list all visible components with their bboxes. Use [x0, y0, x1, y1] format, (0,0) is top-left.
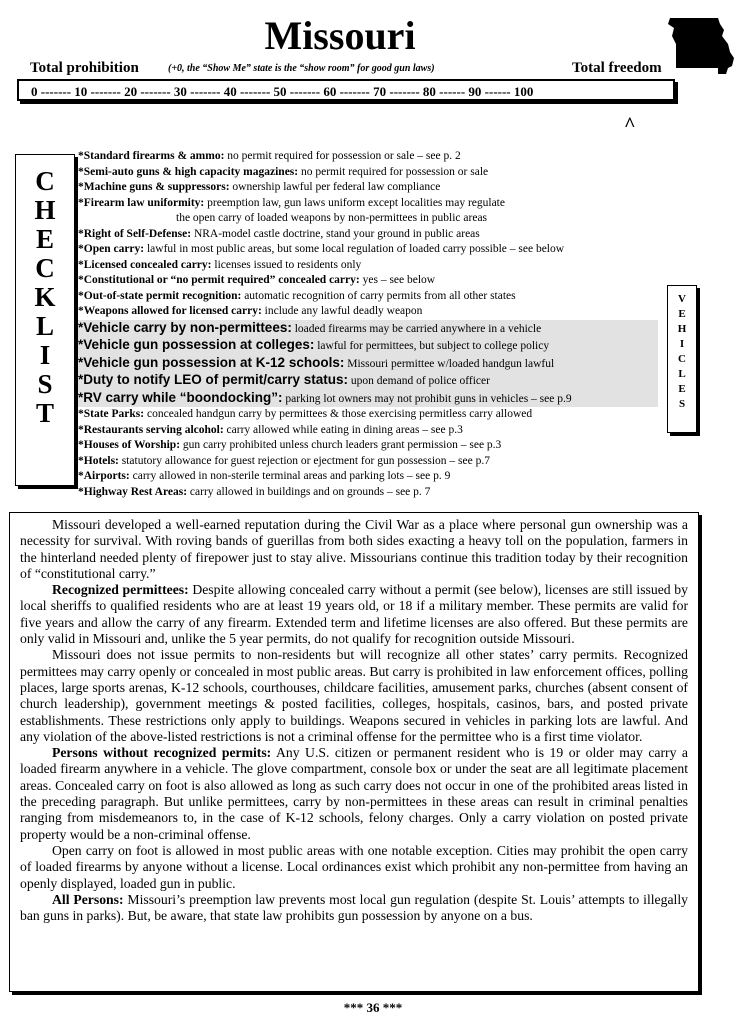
checklist-item: [78, 273, 658, 289]
checklist-item: [78, 227, 658, 243]
checklist-item: [78, 149, 658, 165]
vehicles-letter: E: [678, 383, 686, 395]
checklist-item: [78, 211, 658, 227]
checklist-item: [78, 390, 658, 408]
rating-marker: ^: [624, 114, 636, 136]
checklist-item-label: *Semi-auto guns & high capacity magazines:: [78, 165, 299, 178]
checklist-item-label: *Open carry:: [78, 243, 145, 255]
checklist-item: [78, 258, 658, 274]
checklist-item-text: no permit required for possession or sale: [298, 165, 489, 178]
body-paragraph: [20, 892, 688, 925]
paragraph-heading: All Persons:: [52, 891, 124, 907]
checklist-item-label: *Out-of-state permit recognition:: [78, 289, 242, 302]
checklist-item-text: licenses issued to residents only: [211, 258, 362, 271]
checklist-item: [78, 180, 658, 196]
checklist-item-label: *Vehicle carry by non-permittees:: [78, 319, 292, 335]
checklist-item-label: *Airports:: [78, 470, 130, 482]
checklist-item-label: *Right of Self-Defense:: [78, 227, 192, 240]
checklist-item: [78, 242, 658, 258]
paragraph-text: Despite allowing concealed carry without a permit (see below), licenses are still issued by local sheriffs to qualified residents who are at least 19 years old, or 18 if a military member. These permits are valid for five years and allow the carry of any firearm. Extended term and lifetime licenses are also offered. But these permits are only valid in Missouri and, unlike the 5 year permits, do not qualify for recognition outside Missouri.: [20, 582, 688, 647]
total-freedom-label: Total freedom: [572, 60, 662, 76]
checklist-item: [78, 485, 658, 501]
checklist-item: [78, 289, 658, 305]
checklist-item-text: include any lawful deadly weapon: [261, 305, 423, 317]
checklist-item-label: *Licensed concealed carry:: [78, 258, 212, 271]
vehicles-letter: H: [677, 323, 687, 335]
checklist-item: [78, 407, 658, 423]
checklist-item-text: upon demand of police officer: [348, 375, 490, 387]
checklist-item-text: yes – see below: [359, 274, 436, 286]
checklist-item: [78, 469, 658, 485]
checklist-item-label: *Highway Rest Areas:: [78, 485, 188, 498]
checklist-item-label: *Weapons allowed for licensed carry:: [78, 305, 262, 317]
body-text: [9, 512, 699, 992]
checklist: [78, 149, 658, 500]
paragraph-heading: Persons without recognized permits:: [52, 745, 272, 761]
checklist-letter: H: [34, 195, 56, 225]
paragraph-text: Missouri developed a well-earned reputation during the Civil War as a place where personal gun ownership was a necessity for survival. With roving bands of guerillas from both sides exacting a heavy toll on the population, farmers in the hinterland needed plenty of firepower just to stay alive. Missourians continue this tradition today by their recognition of “constitutional carry.”: [20, 517, 688, 581]
paragraph-text: Missouri’s preemption law prevents most local gun regulation (despite St. Louis’ attempts to illegally ban guns in parks). But, be aware, that state law prohibits gun possession by anyone on a bus.: [20, 891, 688, 924]
paragraph-text: Missouri does not issue permits to non-residents but will recognize all other states’ carry permits. Recognized permittees may carry openly or concealed in most public areas. But carry is prohibited in law enforcement offices, polling places, large sports arenas, K-12 schools, courthouses, childcare facilities, amusement parks, churches (absent consent of church leadership), government meetings & posted facilities, colleges, hospitals, casinos, bars, and posted private establishments. These restrictions only apply to buildings. Weapons secured in vehicles in parking lots are lawful. And any violation of the above-listed restrictions is not a criminal offense for the permittee who is a first time violator.: [20, 647, 688, 744]
checklist-item-text: gun carry prohibited unless church leaders grant permission – see p.3: [180, 439, 502, 451]
checklist-letter: K: [34, 282, 56, 312]
rating-tagline: (+0, the “Show Me” state is the “show room” for good gun laws): [168, 63, 435, 74]
checklist-item-label: *Vehicle gun possession at K-12 schools:: [78, 354, 345, 370]
checklist-item-label: *Houses of Worship:: [78, 439, 181, 451]
checklist-item: [78, 320, 658, 338]
body-paragraph: [20, 745, 688, 843]
checklist-item-label: *RV carry while “boondocking”:: [78, 389, 283, 405]
missouri-state-icon: [664, 14, 736, 76]
checklist-item-label: *Vehicle gun possession at colleges:: [78, 337, 315, 352]
rating-scale: 0 ------- 10 ------- 20 ------- 30 ------- 40 ------- 50 ------- 60 ------- 70 ------- 80 ------ 90 ------ 100: [17, 79, 675, 101]
paragraph-text: Open carry on foot is allowed in most public areas with one notable exception. Cities may prohibit the open carry of loaded firearms by anyone without a license. Local ordinances exist which prohibit any non-permittee from having an openly displayed, loaded gun in public.: [20, 842, 688, 891]
vehicles-letter: S: [678, 398, 686, 410]
vehicles-letter: L: [678, 368, 686, 380]
checklist-item-text: concealed handgun carry by permittees & those exercising permitless carry allowed: [144, 408, 533, 420]
checklist-letter: I: [39, 340, 51, 370]
checklist-item-text: loaded firearms may be carried anywhere in a vehicle: [291, 322, 542, 335]
paragraph-heading: Recognized permittees:: [52, 582, 189, 598]
checklist-item-text: the open carry of loaded weapons by non-permittees in public areas: [176, 212, 488, 224]
checklist-item: [78, 165, 658, 181]
checklist-item-text: lawful in most public areas, but some local regulation of loaded carry possible – see below: [144, 243, 565, 255]
checklist-letter: C: [35, 253, 55, 283]
checklist-item: [78, 304, 658, 320]
total-prohibition-label: Total prohibition: [30, 60, 139, 76]
checklist-item-text: NRA-model castle doctrine, stand your ground in public areas: [191, 227, 480, 240]
vehicles-letter: E: [678, 308, 686, 320]
paragraph-text: Any U.S. citizen or permanent resident who is 19 or older may carry a loaded firearm anywhere in a vehicle. The glove compartment, console box or under the seat are all legitimate placement areas. Concealed carry on foot is also allowed as long as such carry does not occur in one of the prohibited areas listed in the preceding paragraph. But unlike permittees, carry by non-permittees in these areas can result in criminal penalties ranging from misdemeanors to, in the case of K-12 schools, felony charges. Only a carry violation on posted private property would be a non-criminal offense.: [20, 745, 689, 842]
checklist-item-label: *State Parks:: [78, 408, 145, 420]
checklist-item-text: preemption law, gun laws uniform except localities may regulate: [204, 196, 505, 209]
checklist-item: [78, 196, 658, 212]
checklist-item-label: *Hotels:: [78, 454, 119, 467]
checklist-item-text: carry allowed in non-sterile terminal areas and parking lots – see p. 9: [129, 470, 451, 482]
checklist-item-text: carry allowed in buildings and on grounds – see p. 7: [187, 485, 431, 498]
checklist-item: [78, 423, 658, 439]
checklist-item-label: *Firearm law uniformity:: [78, 196, 205, 209]
checklist-item: [78, 454, 658, 470]
checklist-item-text: parking lot owners may not prohibit guns in vehicles – see p.9: [282, 392, 572, 405]
checklist-item-label: *Duty to notify LEO of permit/carry status:: [78, 372, 349, 387]
checklist-item: [78, 438, 658, 454]
checklist-vertical-label: [15, 154, 75, 486]
checklist-item-text: no permit required for possession or sale – see p. 2: [224, 150, 461, 162]
checklist-item-text: ownership lawful per federal law compliance: [229, 181, 441, 193]
checklist-letter: T: [35, 398, 54, 428]
checklist-item: [78, 337, 658, 355]
checklist-letter: E: [35, 224, 54, 254]
checklist-letter: S: [37, 369, 53, 399]
body-paragraph: [20, 843, 688, 892]
vehicles-letter: C: [678, 353, 686, 365]
body-paragraph: [20, 582, 688, 647]
checklist-item-text: Missouri permittee w/loaded handgun lawful: [344, 357, 555, 370]
checklist-item: [78, 355, 658, 373]
vehicles-letter: I: [679, 338, 685, 350]
checklist-item-text: carry allowed while eating in dining areas – see p.3: [223, 423, 463, 436]
checklist-letter: C: [35, 166, 55, 196]
checklist-item-label: *Machine guns & suppressors:: [78, 181, 230, 193]
checklist-item-label: *Constitutional or “no permit required” concealed carry:: [78, 274, 360, 286]
page-number: *** 36 ***: [343, 1000, 403, 1015]
checklist-letter: L: [35, 311, 54, 341]
body-paragraph: [20, 647, 688, 745]
checklist-item-text: automatic recognition of carry permits from all other states: [241, 289, 516, 302]
body-paragraph: [20, 517, 688, 582]
page-title: Missouri: [264, 13, 416, 58]
vehicles-letter: V: [678, 293, 686, 305]
checklist-item: [78, 372, 658, 390]
checklist-item-label: *Standard firearms & ammo:: [78, 150, 225, 162]
checklist-item-label: *Restaurants serving alcohol:: [78, 423, 224, 436]
vehicles-vertical-label: [667, 285, 697, 433]
checklist-item-text: statutory allowance for guest rejection or ejectment for gun possession – see p.7: [118, 454, 490, 467]
checklist-item-text: lawful for permittees, but subject to college policy: [314, 340, 550, 352]
